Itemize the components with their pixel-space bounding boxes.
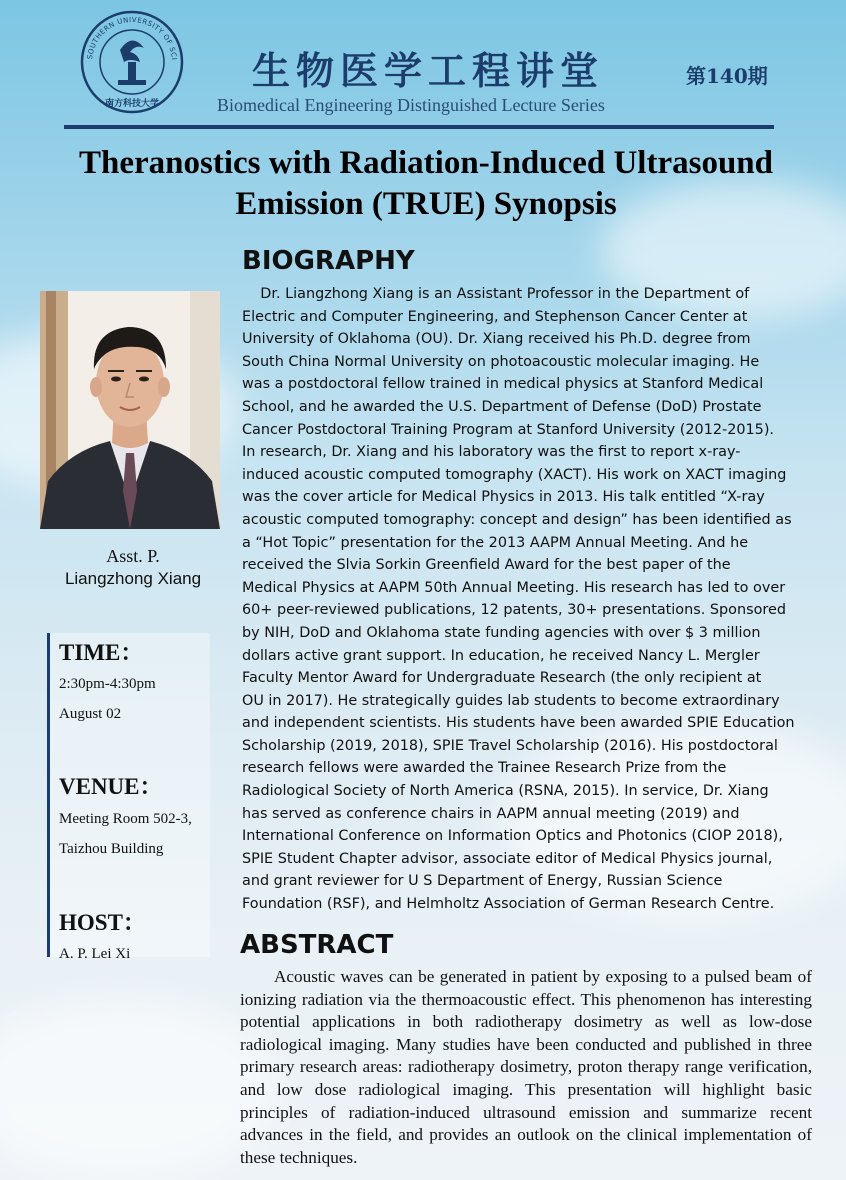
- biography-line: 60+ peer-reviewed publications, 12 patents, 30+ presentations. Sponsored: [242, 602, 786, 619]
- speaker-name: Liangzhong Xiang: [64, 569, 202, 588]
- abstract-text: [240, 966, 812, 1169]
- biography-line: Foundation (RSF), and Helmholtz Association of German Research Centre.: [242, 896, 775, 913]
- venue-line-1: Meeting Room 502-3,: [59, 811, 192, 827]
- biography-line: International Conference on Information Optics and Photonics (CIOP 2018),: [242, 828, 783, 845]
- svg-text:SOUTHERN UNIVERSITY OF SCIENCE: SOUTHERN UNIVERSITY OF SCI: [86, 15, 178, 61]
- abstract-heading: ABSTRACT: [240, 930, 394, 960]
- biography-line: Faculty Mentor Award for Undergraduate Research (the only recipient at: [242, 670, 762, 687]
- biography-line: University of Oklahoma (OU). Dr. Xiang received his Ph.D. degree from: [242, 331, 751, 348]
- biography-line: by NIH, DoD and Oklahoma state funding agencies with over $ 3 million: [242, 624, 761, 641]
- speaker-role: Asst. P.: [106, 546, 160, 566]
- biography-line: Scholarship (2019, 2018), SPIE Travel Scholarship (2016). His postdoctoral: [242, 737, 778, 754]
- time-value: 2:30pm-4:30pm: [59, 676, 156, 692]
- biography-text: [242, 283, 818, 916]
- biography-line: and grant reviewer for U S Department of Energy, Russian Science: [242, 873, 723, 890]
- biography-line: acoustic computed tomography: concept and design” has been identified as: [242, 511, 792, 528]
- university-logo: [80, 10, 184, 114]
- biography-line: and independent scientists. His students have been awarded SPIE Education: [242, 715, 795, 732]
- biography-line: induced acoustic computed tomography (XACT). His work on XACT imaging: [242, 466, 787, 483]
- biography-line: OU in 2017). He strategically guides lab students to become extraordinary: [242, 692, 780, 709]
- venue-heading: VENUE：: [59, 774, 163, 799]
- header-divider: [64, 125, 774, 129]
- biography-line: dollars active grant support. In education, he received Nancy L. Mergler: [242, 647, 760, 664]
- biography-line: SPIE Student Chapter advisor, associate editor of Medical Physics journal,: [242, 850, 773, 867]
- host-value: A. P. Lei Xi: [59, 946, 131, 962]
- biography-line: was the cover article for Medical Physics in 2013. His talk entitled “X-ray: [242, 489, 765, 506]
- date-value: August 02: [59, 706, 122, 722]
- biography-line: In research, Dr. Xiang and his laboratory was the first to report x-ray-: [242, 444, 741, 461]
- abstract-body: Acoustic waves can be generated in patient by exposing to a pulsed beam of ionizing radiation via the thermoacoustic effect. This phenomenon has interesting potential applications in both radiotherapy dosimetry as well as low-dose radiological imaging. Many studies have been conducted and published in three primary research areas: radiotherapy dosimetry, proton therapy range verification, and low dose radiological imaging. This presentation will highlight basic principles of radiation-induced ultrasound emission and summarize recent advances in the field, and provides an outlook on the clinical implementation of these techniques.: [240, 967, 812, 1167]
- cloud-decoration: [0, 1000, 280, 1180]
- venue-line-2: Taizhou Building: [59, 841, 164, 857]
- biography-line: South China Normal University on photoacoustic molecular imaging. He: [242, 353, 760, 370]
- biography-line: Dr. Liangzhong Xiang is an Assistant Professor in the Department of: [242, 286, 750, 302]
- speaker-photo: [40, 291, 220, 529]
- biography-line: has served as conference chairs in AAPM annual meeting (2019) and: [242, 805, 740, 822]
- issue-number: 第140期: [686, 64, 768, 88]
- biography-line: was a postdoctoral fellow trained in medical physics at Stanford Medical: [242, 376, 764, 393]
- biography-line: Medical Physics at AAPM 50th Annual Meeting. His research has led to over: [242, 579, 786, 596]
- info-panel-accent: [47, 633, 50, 957]
- biography-line: Cancer Postdoctoral Training Program at Stanford University (2012-2015).: [242, 421, 775, 438]
- biography-line: research fellows were awarded the Trainee Research Prize from the: [242, 760, 727, 777]
- host-heading: HOST：: [59, 910, 146, 935]
- lecture-title: Theranostics with Radiation-Induced Ultrasound Emission (TRUE) Synopsis: [78, 145, 774, 222]
- biography-line: received the Slvia Sorkin Greenfield Award for the best paper of the: [242, 557, 731, 574]
- time-heading: TIME：: [59, 640, 144, 665]
- biography-line: Electric and Computer Engineering, and Stephenson Cancer Center at: [242, 308, 748, 325]
- series-title-chinese: 生物医学工程讲堂: [252, 48, 605, 93]
- biography-line: a “Hot Topic” presentation for the 2013 AAPM Annual Meeting. And he: [242, 534, 749, 551]
- biography-line: Radiological Society of North America (RSNA, 2015). In service, Dr. Xiang: [242, 783, 769, 800]
- svg-text:南方科技大学: 南方科技大学: [104, 99, 160, 109]
- biography-heading: BIOGRAPHY: [242, 246, 415, 276]
- series-title-english: Biomedical Engineering Distinguished Lecture Series: [217, 95, 605, 115]
- biography-line: School, and he awarded the U.S. Department of Defense (DoD) Prostate: [242, 398, 762, 415]
